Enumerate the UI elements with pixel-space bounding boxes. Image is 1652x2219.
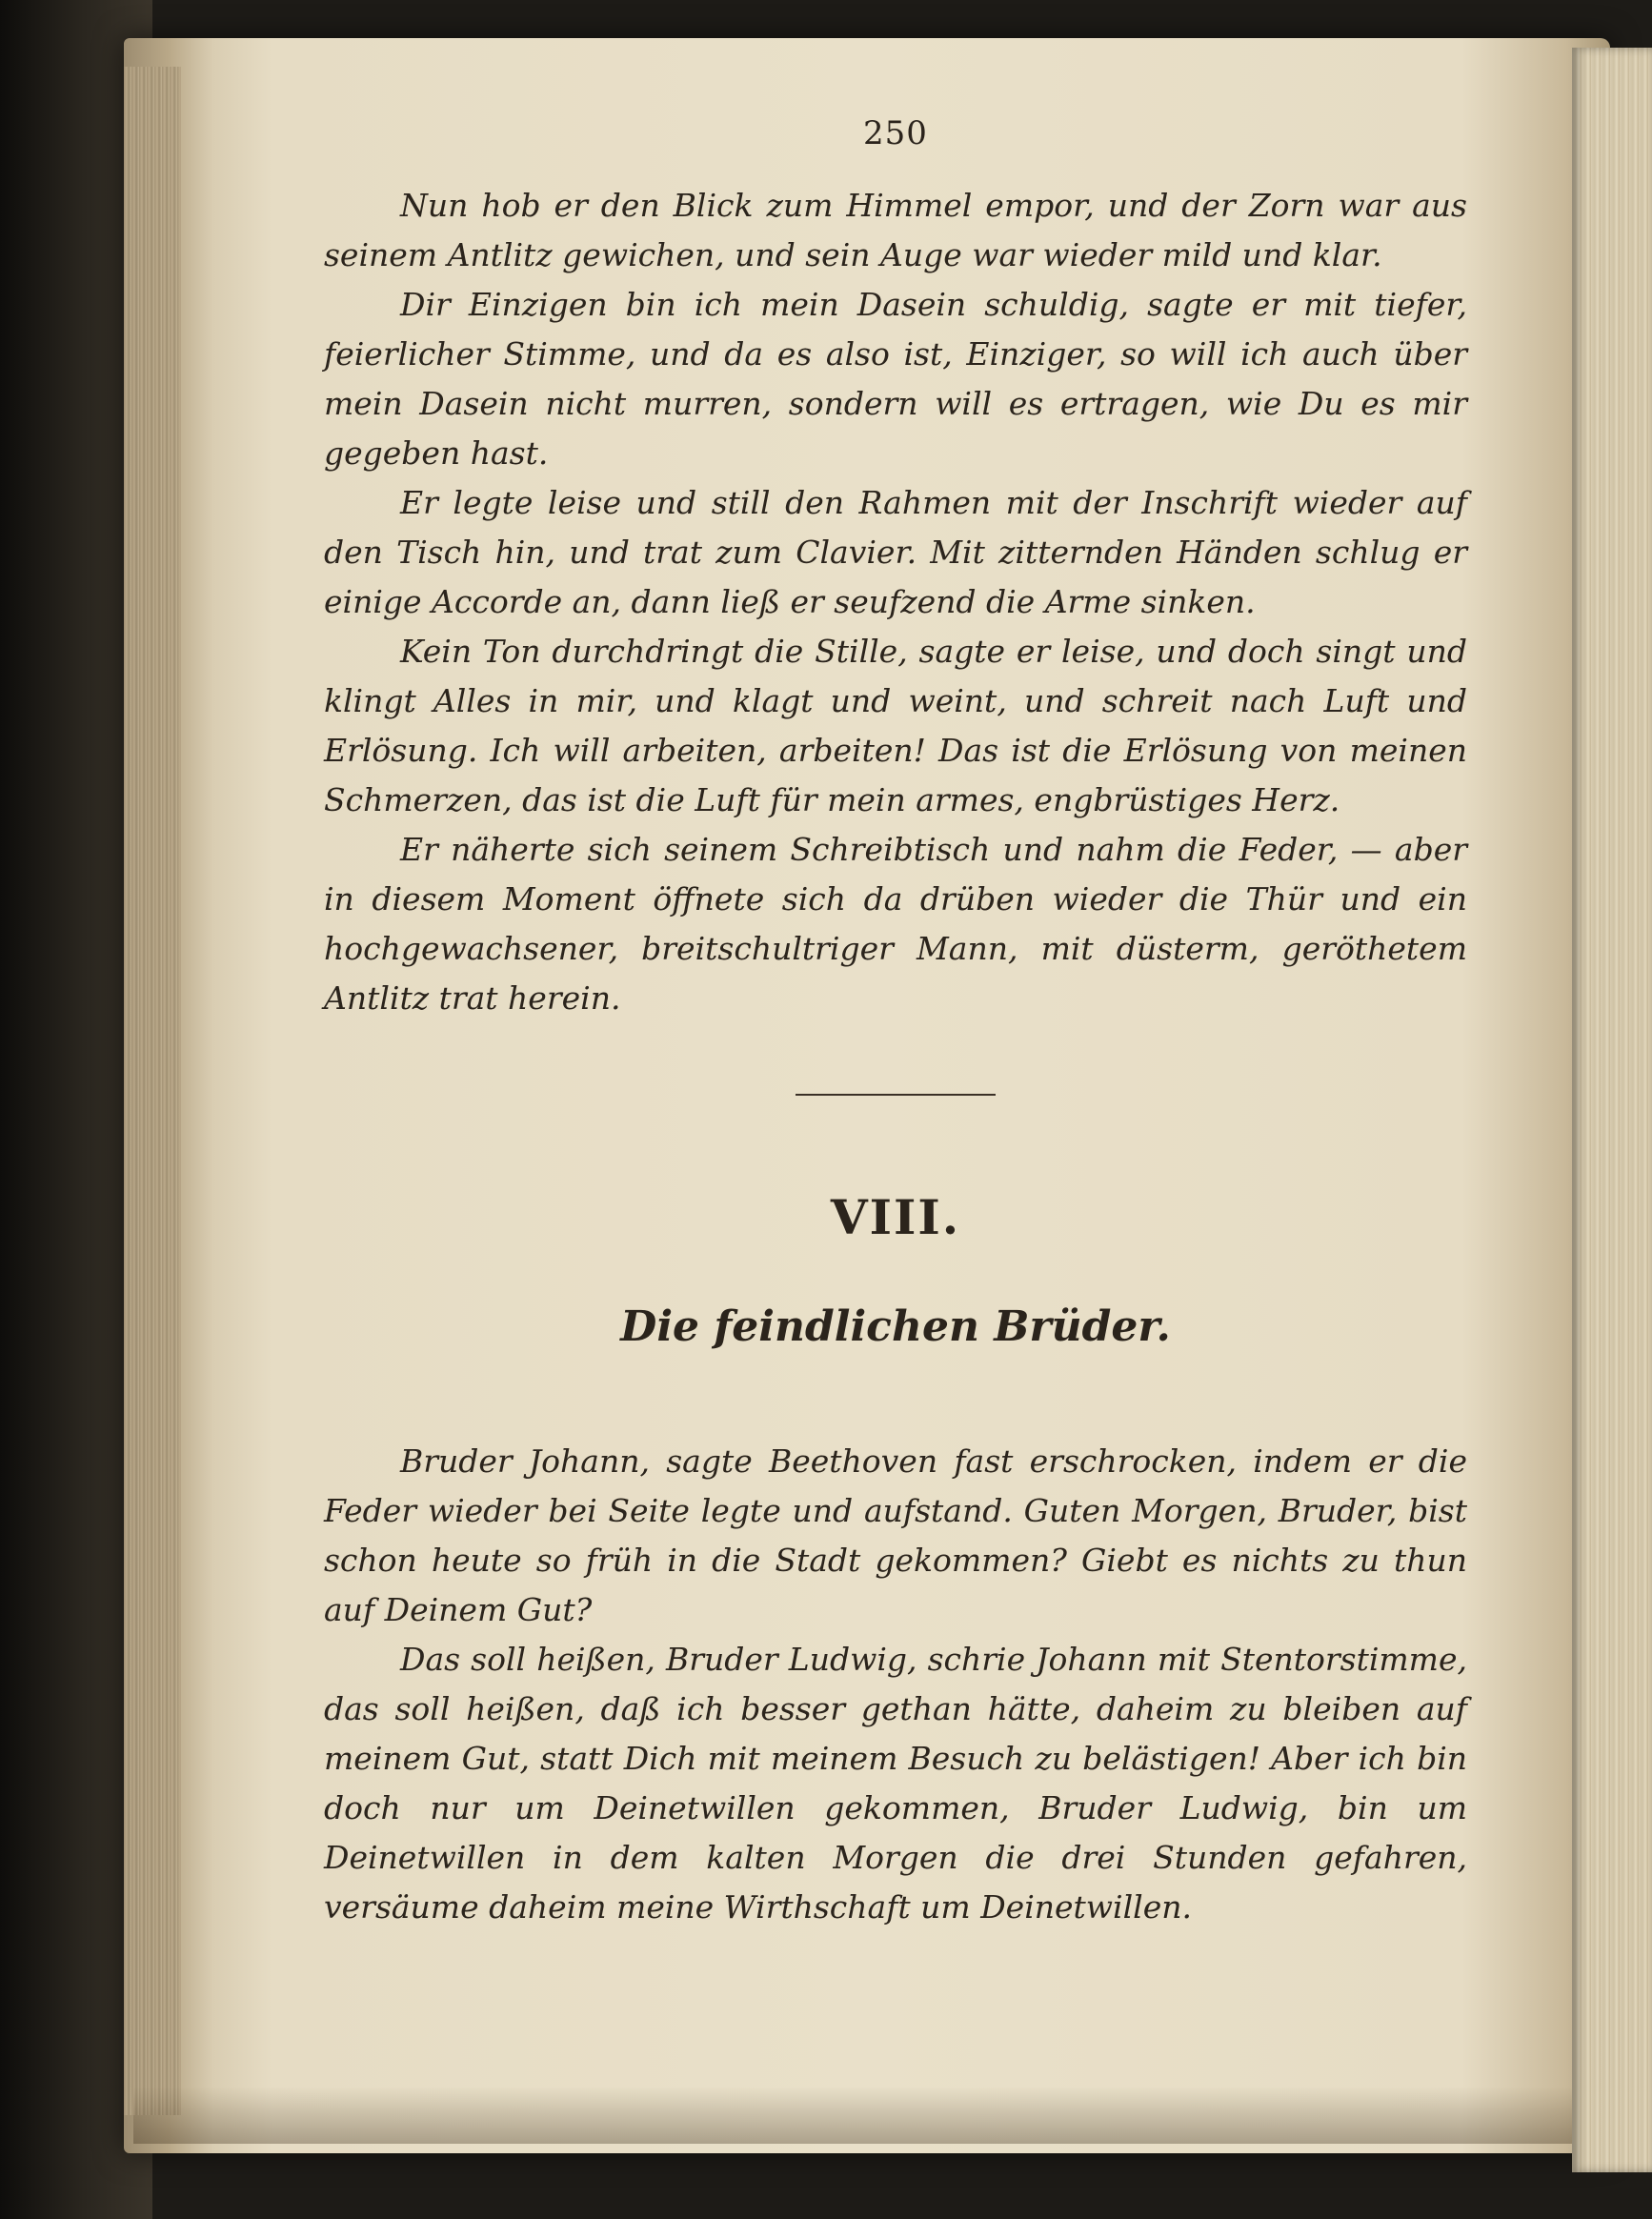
paragraph: Dir Einzigen bin ich mein Dasein schuldig, sagte er mit tiefer, feierlicher Stimme, und da es also ist, Einziger, so will ich auch über mein Dasein nicht murren, sondern will es ertragen, wie Du es mir gegeben hast. bbox=[324, 286, 1467, 472]
paragraph: Bruder Johann, sagte Beethoven fast erschrocken, indem er die Feder wieder bei Seite legte und aufstand. Guten Morgen, Bruder, bist schon heute so früh in die Stadt gekommen? Giebt es nichts zu thun auf Deinem Gut? bbox=[324, 1442, 1467, 1628]
paragraph: Er näherte sich seinem Schreibtisch und nahm die Feder, — aber in diesem Moment öffnete sich da drüben wieder die Thür und ein hochgewachsener, breitschultriger Mann, mit düsterm, geröthetem Antlitz trat herein. bbox=[324, 831, 1467, 1017]
page-bottom-shadow bbox=[133, 2087, 1572, 2144]
paragraph: Nun hob er den Blick zum Himmel empor, und der Zorn war aus seinem Antlitz gewichen, und sein Auge war wieder mild und klar. bbox=[324, 187, 1467, 273]
paragraph: Kein Ton durchdringt die Stille, sagte er leise, und doch singt und klingt Alles in mir, und klagt und weint, und schreit nach Luft und Erlösung. Ich will arbeiten, arbeiten! Das ist die Erlösung von meinen Schmerzen, das ist die Luft für mein armes, engbrüstiges Herz. bbox=[324, 633, 1467, 818]
page-edges-right bbox=[1572, 48, 1652, 2172]
page-edges-left bbox=[124, 67, 181, 2115]
book-page bbox=[324, 114, 1467, 1932]
paragraph: Er legte leise und still den Rahmen mit der Inschrift wieder auf den Tisch hin, und trat zum Clavier. Mit zitternden Händen schlug er einige Accorde an, dann ließ er seufzend die Arme sinken. bbox=[324, 484, 1467, 620]
paragraph: Das soll heißen, Bruder Ludwig, schrie Johann mit Stentorstimme, das soll heißen, daß ich besser gethan hätte, daheim zu bleiben auf meinem Gut, statt Dich mit meinem Besuch zu belästigen! Aber ich bin doch nur um Deinetwillen gekommen, Bruder Ludwig, bin um Deinetwillen in dem kalten Morgen die drei Stunden gefahren, versäume daheim meine Wirthschaft um Deinetwillen. bbox=[324, 1641, 1467, 1926]
section-divider bbox=[796, 1094, 996, 1096]
chapter-title: Die feindlichen Brüder. bbox=[620, 1302, 1171, 1351]
chapter-number: VIII. bbox=[830, 1189, 961, 1245]
page-number: 250 bbox=[863, 114, 928, 152]
